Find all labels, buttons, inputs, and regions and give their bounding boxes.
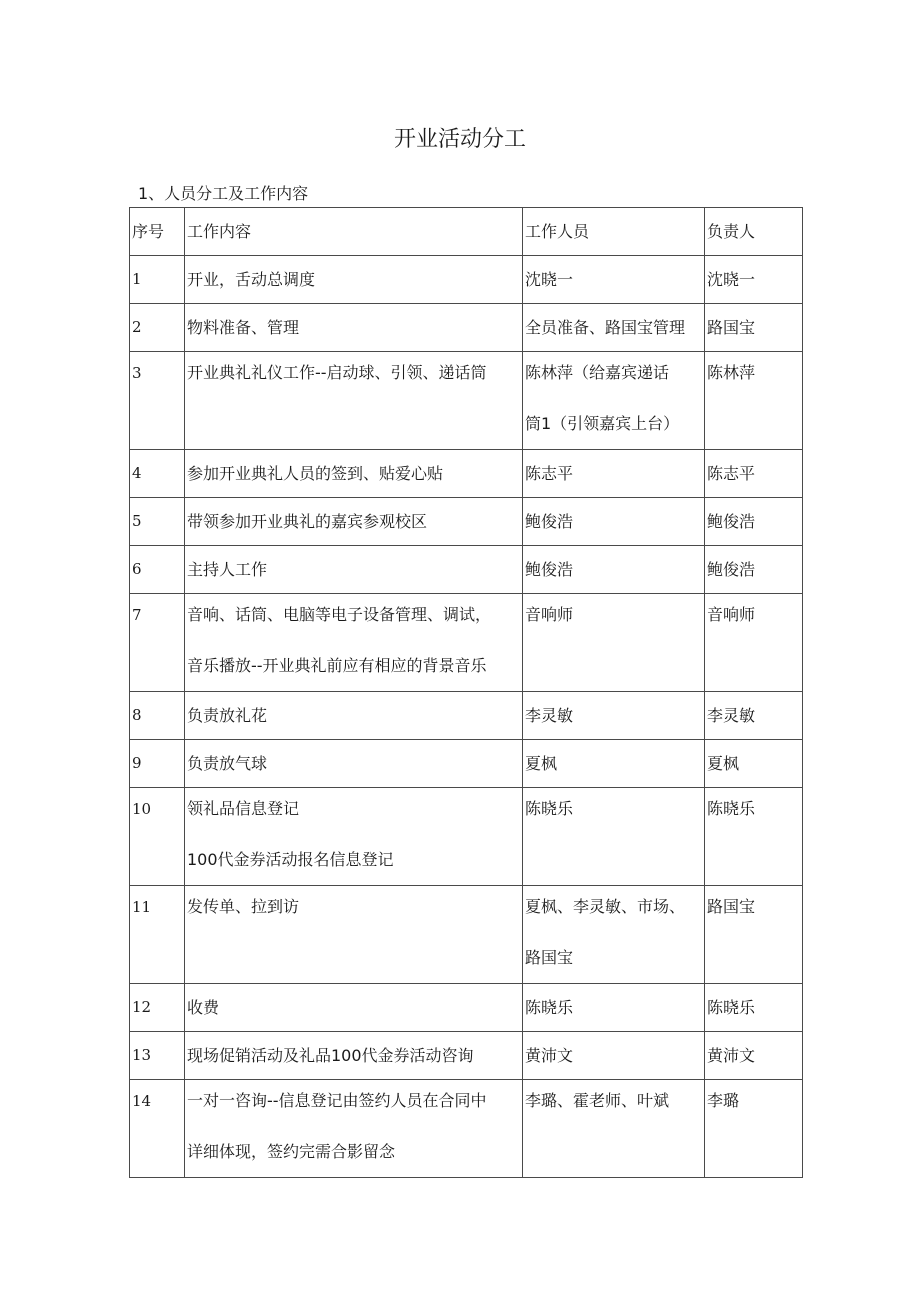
staff-text: 陈志平 — [525, 464, 574, 483]
table-row — [130, 498, 803, 546]
task-cell — [185, 256, 523, 304]
task-text: 详细体现，签约完需合影留念 — [187, 1142, 396, 1161]
task-cell — [185, 1080, 523, 1178]
lead-cell: 黄沛文 — [705, 1032, 803, 1080]
table-row — [130, 352, 803, 450]
staff-text: 筒1（引领嘉宾上台） — [525, 414, 680, 433]
staff-text: 陈晓乐 — [525, 998, 574, 1017]
staff-text: 李璐、霍老师、叶斌 — [525, 1091, 670, 1110]
task-assignment-table — [129, 207, 803, 1178]
task-text: 参加开业典礼人员的签到、贴爱心贴 — [187, 464, 444, 483]
task-cell — [185, 740, 523, 788]
section-heading: 1、人员分工及工作内容 — [138, 184, 309, 203]
staff-text: 夏枫 — [525, 754, 558, 773]
table-row — [130, 304, 803, 352]
table-row — [130, 692, 803, 740]
task-text: 带领参加开业典礼的嘉宾参观校区 — [187, 512, 428, 531]
lead-cell: 李灵敏 — [705, 692, 803, 740]
task-text: 音响、话筒、电脑等电子设备管理、调试， — [187, 605, 492, 624]
lead-cell — [705, 886, 803, 984]
lead-cell: 鲍俊浩 — [705, 498, 803, 546]
lead-cell: 鲍俊浩 — [705, 546, 803, 594]
lead-cell — [705, 788, 803, 886]
staff-cell — [523, 450, 705, 498]
task-cell — [185, 450, 523, 498]
staff-cell — [523, 352, 705, 450]
staff-text: 黄沛文 — [525, 1046, 574, 1065]
staff-cell — [523, 788, 705, 886]
task-text: 开业典礼礼仪工作--启动球、引领、递话筒 — [187, 363, 487, 382]
task-text: 负责放气球 — [187, 754, 268, 773]
staff-cell — [523, 546, 705, 594]
row-number-cell: 10 — [130, 788, 185, 886]
header-cell-staff: 工作人员 — [523, 208, 705, 256]
table-row — [130, 594, 803, 692]
table-row — [130, 984, 803, 1032]
task-cell — [185, 546, 523, 594]
task-cell — [185, 304, 523, 352]
header-cell-task: 工作内容 — [185, 208, 523, 256]
task-text: 领礼品信息登记 — [187, 799, 300, 818]
staff-cell — [523, 984, 705, 1032]
staff-text: 沈晓一 — [525, 270, 574, 289]
row-number-cell: 7 — [130, 594, 185, 692]
row-number-cell: 14 — [130, 1080, 185, 1178]
task-text: 物料准备、管理 — [187, 318, 300, 337]
lead-cell: 陈晓乐 — [705, 984, 803, 1032]
staff-cell — [523, 1032, 705, 1080]
table-row — [130, 256, 803, 304]
row-number-cell: 4 — [130, 450, 185, 498]
staff-cell — [523, 886, 705, 984]
staff-cell — [523, 304, 705, 352]
staff-cell — [523, 594, 705, 692]
task-text: 一对一咨询--信息登记由签约人员在合同中 — [187, 1091, 487, 1110]
staff-text: 夏枫、李灵敏、市场、 — [525, 897, 686, 916]
staff-text: 音响师 — [525, 605, 574, 624]
staff-cell — [523, 692, 705, 740]
row-number-cell: 5 — [130, 498, 185, 546]
lead-cell — [705, 594, 803, 692]
lead-text: 陈晓乐 — [707, 799, 756, 818]
row-number-cell: 3 — [130, 352, 185, 450]
row-number-cell: 12 — [130, 984, 185, 1032]
row-number-cell: 11 — [130, 886, 185, 984]
task-cell — [185, 594, 523, 692]
row-number-cell: 1 — [130, 256, 185, 304]
row-number-cell: 13 — [130, 1032, 185, 1080]
row-number-cell: 2 — [130, 304, 185, 352]
lead-text: 音响师 — [707, 605, 756, 624]
task-cell — [185, 984, 523, 1032]
lead-cell: 路国宝 — [705, 304, 803, 352]
lead-cell: 陈志平 — [705, 450, 803, 498]
staff-text: 陈林萍（给嘉宾递话 — [525, 363, 670, 382]
table-header-row — [130, 208, 803, 256]
table-row — [130, 788, 803, 886]
staff-text: 路国宝 — [525, 948, 574, 967]
task-text: 现场促销活动及礼品100代金券活动咨询 — [187, 1046, 474, 1065]
row-number-cell: 8 — [130, 692, 185, 740]
task-text: 100代金券活动报名信息登记 — [187, 850, 394, 869]
task-text: 开业，舌动总调度 — [187, 270, 316, 289]
staff-text: 鲍俊浩 — [525, 560, 574, 579]
header-cell-number: 序号 — [130, 208, 185, 256]
task-cell — [185, 886, 523, 984]
task-text: 发传单、拉到访 — [187, 897, 300, 916]
task-cell — [185, 352, 523, 450]
row-number-cell: 9 — [130, 740, 185, 788]
staff-text: 全员准备、路国宝管理 — [525, 318, 686, 337]
staff-text: 鲍俊浩 — [525, 512, 574, 531]
lead-cell — [705, 352, 803, 450]
task-cell — [185, 498, 523, 546]
table-row — [130, 740, 803, 788]
lead-text: 路国宝 — [707, 897, 756, 916]
lead-text: 李璐 — [707, 1091, 740, 1110]
task-cell — [185, 788, 523, 886]
staff-cell — [523, 740, 705, 788]
task-text: 负责放礼花 — [187, 706, 268, 725]
staff-cell — [523, 1080, 705, 1178]
staff-cell — [523, 256, 705, 304]
table-row — [130, 1032, 803, 1080]
page-title: 开业活动分工 — [393, 127, 526, 152]
lead-cell: 夏枫 — [705, 740, 803, 788]
staff-text: 李灵敏 — [525, 706, 574, 725]
table-row — [130, 546, 803, 594]
table-row — [130, 1080, 803, 1178]
header-cell-lead: 负责人 — [705, 208, 803, 256]
lead-text: 陈林萍 — [707, 363, 756, 382]
table-row — [130, 886, 803, 984]
task-text: 主持人工作 — [187, 560, 268, 579]
staff-text: 陈晓乐 — [525, 799, 574, 818]
task-text: 收费 — [187, 998, 220, 1017]
task-text: 音乐播放--开业典礼前应有相应的背景音乐 — [187, 656, 487, 675]
lead-cell: 沈晓一 — [705, 256, 803, 304]
lead-cell — [705, 1080, 803, 1178]
task-cell — [185, 692, 523, 740]
task-cell — [185, 1032, 523, 1080]
table-row — [130, 450, 803, 498]
staff-cell — [523, 498, 705, 546]
row-number-cell: 6 — [130, 546, 185, 594]
